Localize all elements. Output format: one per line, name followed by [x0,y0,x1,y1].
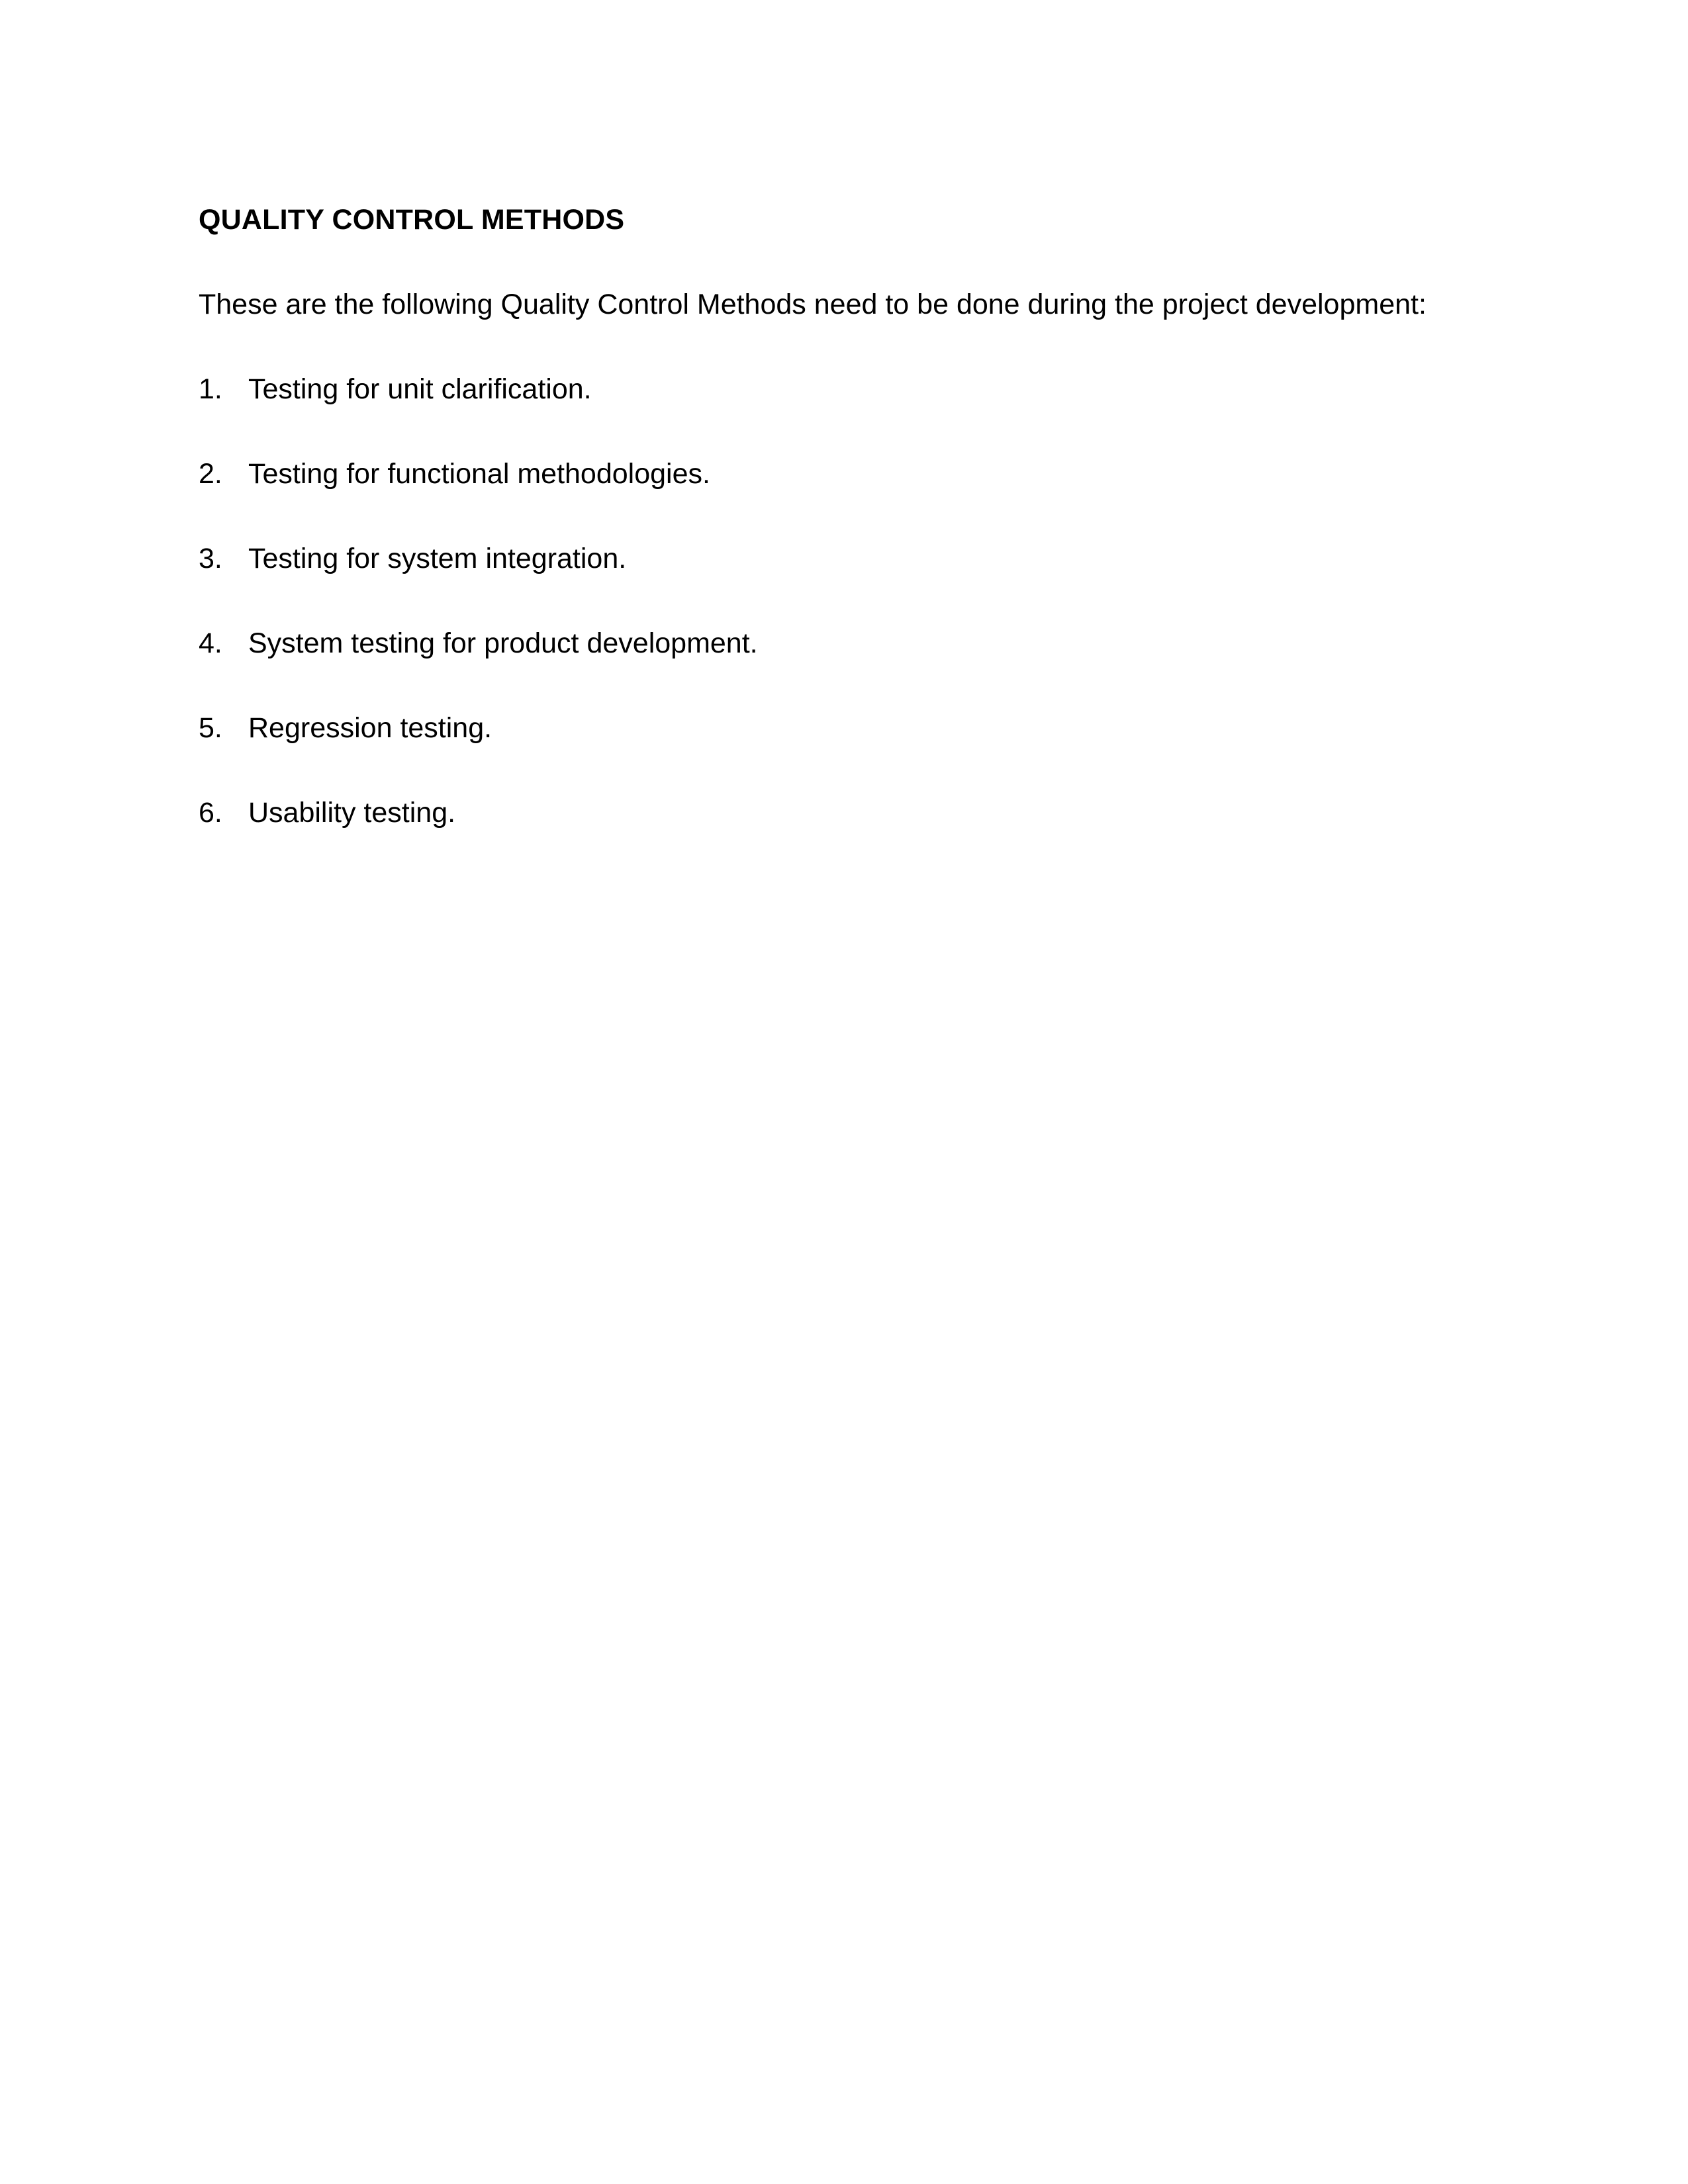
list-item-text: Testing for functional methodologies. [248,458,710,490]
list-item [199,537,1489,580]
list-item-number: 1. [199,373,222,405]
list-item-number: 5. [199,712,222,744]
list-item-text: Regression testing. [248,712,492,744]
list-item [199,622,1489,664]
list-item-number: 2. [199,458,222,490]
list-item [199,368,1489,410]
list-item-number: 3. [199,543,222,574]
intro-paragraph: These are the following Quality Control Methods need to be done during the project development: [199,289,1427,320]
list-item-text: Usability testing. [248,797,456,829]
list-item-text: Testing for unit clarification. [248,373,592,405]
list-item [199,707,1489,749]
quality-control-methods-list [199,368,1489,834]
page-title: QUALITY CONTROL METHODS [199,204,625,236]
list-item [199,453,1489,495]
list-item-text: Testing for system integration. [248,543,627,574]
list-item-number: 6. [199,797,222,829]
list-item-text: System testing for product development. [248,627,758,659]
document-body [199,199,1489,876]
list-item-number: 4. [199,627,222,659]
list-item [199,792,1489,834]
